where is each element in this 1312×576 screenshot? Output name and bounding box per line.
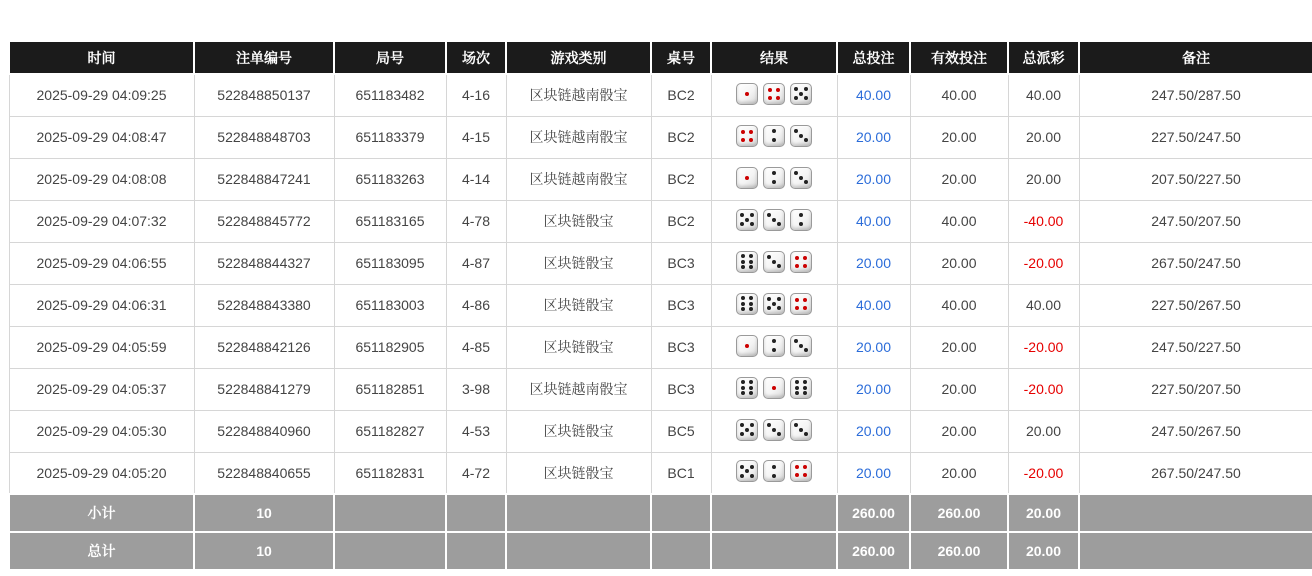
cell-game_type: 区块链骰宝 <box>506 200 651 242</box>
cell-game_type: 区块链骰宝 <box>506 326 651 368</box>
cell-session: 4-78 <box>446 200 506 242</box>
summary-cell-session <box>446 494 506 532</box>
grand-total-row <box>9 532 1312 570</box>
cell-game_type: 区块链骰宝 <box>506 452 651 494</box>
cell-result <box>711 284 837 326</box>
cell-total_bet <box>837 410 910 452</box>
dice-4-icon <box>790 460 812 482</box>
dice-result <box>736 293 812 315</box>
dice-5-icon <box>736 419 758 441</box>
total-bet-link[interactable]: 20.00 <box>855 423 892 439</box>
cell-bet_id: 522848842126 <box>194 326 334 368</box>
dice-3-icon <box>790 335 812 357</box>
dice-result <box>736 83 812 105</box>
cell-result <box>711 116 837 158</box>
dice-3-icon <box>763 419 785 441</box>
cell-table_id: BC2 <box>651 116 711 158</box>
table-row <box>9 368 1312 410</box>
cell-round_id: 651183165 <box>334 200 446 242</box>
cell-total_bet <box>837 158 910 200</box>
cell-total_bet <box>837 242 910 284</box>
table-row <box>9 242 1312 284</box>
payout-value: -20.00 <box>1023 464 1064 481</box>
dice-result <box>736 251 812 273</box>
cell-time: 2025-09-29 04:08:08 <box>9 158 194 200</box>
cell-round_id: 651182827 <box>334 410 446 452</box>
payout-value: 40.00 <box>1025 297 1062 313</box>
cell-table_id: BC1 <box>651 452 711 494</box>
payout-value: 20.00 <box>1025 171 1062 187</box>
table-row <box>9 74 1312 116</box>
cell-result <box>711 452 837 494</box>
cell-session: 4-72 <box>446 452 506 494</box>
payout-value: -20.00 <box>1023 339 1064 355</box>
cell-payout <box>1008 116 1079 158</box>
dice-6-icon <box>736 293 758 315</box>
cell-session: 4-87 <box>446 242 506 284</box>
dice-5-icon <box>736 460 758 482</box>
summary-cell-total_bet: 260.00 <box>837 494 910 532</box>
cell-time: 2025-09-29 04:09:25 <box>9 74 194 116</box>
subtotal-row <box>9 494 1312 532</box>
dice-result <box>736 377 812 399</box>
cell-total_bet <box>837 284 910 326</box>
summary-cell-remark <box>1079 494 1312 532</box>
dice-2-icon <box>763 335 785 357</box>
cell-valid_bet: 20.00 <box>910 410 1008 452</box>
summary-cell-label: 总计 <box>9 532 194 570</box>
cell-game_type: 区块链骰宝 <box>506 410 651 452</box>
summary-cell-table_id <box>651 494 711 532</box>
cell-payout <box>1008 74 1079 116</box>
dice-2-icon <box>763 460 785 482</box>
dice-5-icon <box>736 209 758 231</box>
dice-result <box>736 125 812 147</box>
cell-remark: 227.50/207.50 <box>1079 368 1312 410</box>
cell-game_type: 区块链骰宝 <box>506 242 651 284</box>
cell-time: 2025-09-29 04:05:20 <box>9 452 194 494</box>
dice-result <box>736 335 812 357</box>
dice-4-icon <box>736 125 758 147</box>
summary-cell-total_bet: 260.00 <box>837 532 910 570</box>
cell-payout <box>1008 452 1079 494</box>
cell-bet_id: 522848844327 <box>194 242 334 284</box>
cell-valid_bet: 20.00 <box>910 158 1008 200</box>
cell-session: 4-85 <box>446 326 506 368</box>
column-header-game_type: 游戏类别 <box>506 41 651 74</box>
cell-result <box>711 410 837 452</box>
cell-total_bet <box>837 368 910 410</box>
cell-valid_bet: 40.00 <box>910 200 1008 242</box>
dice-6-icon <box>736 251 758 273</box>
total-bet-link[interactable]: 40.00 <box>855 213 892 229</box>
dice-3-icon <box>763 251 785 273</box>
cell-round_id: 651183379 <box>334 116 446 158</box>
payout-value: -20.00 <box>1023 255 1064 271</box>
payout-value: 20.00 <box>1025 423 1062 439</box>
summary-cell-result <box>711 532 837 570</box>
cell-remark: 267.50/247.50 <box>1079 452 1312 494</box>
cell-time: 2025-09-29 04:05:30 <box>9 410 194 452</box>
dice-result <box>736 167 812 189</box>
cell-remark: 247.50/227.50 <box>1079 326 1312 368</box>
dice-4-icon <box>790 293 812 315</box>
cell-round_id: 651182831 <box>334 452 446 494</box>
summary-cell-round_id <box>334 494 446 532</box>
column-header-time: 时间 <box>9 41 194 74</box>
cell-remark: 247.50/267.50 <box>1079 410 1312 452</box>
cell-time: 2025-09-29 04:05:37 <box>9 368 194 410</box>
table-body <box>9 74 1312 494</box>
dice-5-icon <box>790 83 812 105</box>
summary-cell-label: 小计 <box>9 494 194 532</box>
cell-table_id: BC3 <box>651 284 711 326</box>
bet-records-table <box>8 40 1312 571</box>
column-header-round_id: 局号 <box>334 41 446 74</box>
dice-4-icon <box>763 83 785 105</box>
cell-round_id: 651182905 <box>334 326 446 368</box>
dice-3-icon <box>790 419 812 441</box>
column-header-payout: 总派彩 <box>1008 41 1079 74</box>
cell-game_type: 区块链骰宝 <box>506 284 651 326</box>
summary-cell-payout: 20.00 <box>1008 494 1079 532</box>
table-row <box>9 200 1312 242</box>
dice-result <box>736 209 812 231</box>
cell-table_id: BC3 <box>651 368 711 410</box>
dice-1-icon <box>763 377 785 399</box>
cell-bet_id: 522848840960 <box>194 410 334 452</box>
dice-6-icon <box>790 377 812 399</box>
cell-bet_id: 522848843380 <box>194 284 334 326</box>
column-header-session: 场次 <box>446 41 506 74</box>
cell-round_id: 651182851 <box>334 368 446 410</box>
column-header-total_bet: 总投注 <box>837 41 910 74</box>
cell-result <box>711 368 837 410</box>
dice-3-icon <box>763 209 785 231</box>
dice-2-icon <box>763 125 785 147</box>
cell-time: 2025-09-29 04:05:59 <box>9 326 194 368</box>
cell-remark: 227.50/267.50 <box>1079 284 1312 326</box>
cell-remark: 207.50/227.50 <box>1079 158 1312 200</box>
cell-bet_id: 522848850137 <box>194 74 334 116</box>
cell-game_type: 区块链越南骰宝 <box>506 116 651 158</box>
payout-value: 20.00 <box>1025 129 1062 145</box>
cell-result <box>711 242 837 284</box>
total-bet-link[interactable]: 40.00 <box>855 87 892 104</box>
payout-value: 40.00 <box>1025 87 1062 104</box>
total-bet-link[interactable]: 20.00 <box>855 255 892 271</box>
cell-total_bet <box>837 116 910 158</box>
cell-remark: 267.50/247.50 <box>1079 242 1312 284</box>
cell-game_type: 区块链越南骰宝 <box>506 74 651 116</box>
cell-valid_bet: 20.00 <box>910 326 1008 368</box>
cell-remark: 227.50/247.50 <box>1079 116 1312 158</box>
cell-result <box>711 326 837 368</box>
summary-cell-count: 10 <box>194 532 334 570</box>
column-header-valid_bet: 有效投注 <box>910 41 1008 74</box>
cell-payout <box>1008 326 1079 368</box>
cell-payout <box>1008 200 1079 242</box>
cell-table_id: BC3 <box>651 326 711 368</box>
total-bet-link[interactable]: 20.00 <box>855 339 892 355</box>
cell-total_bet <box>837 200 910 242</box>
cell-bet_id: 522848840655 <box>194 452 334 494</box>
cell-payout <box>1008 410 1079 452</box>
column-header-table_id: 桌号 <box>651 41 711 74</box>
cell-payout <box>1008 284 1079 326</box>
cell-session: 4-53 <box>446 410 506 452</box>
payout-value: -40.00 <box>1023 213 1064 229</box>
cell-valid_bet: 20.00 <box>910 116 1008 158</box>
summary-cell-payout: 20.00 <box>1008 532 1079 570</box>
cell-bet_id: 522848847241 <box>194 158 334 200</box>
summary-cell-game_type <box>506 532 651 570</box>
dice-6-icon <box>736 377 758 399</box>
table-row <box>9 326 1312 368</box>
cell-result <box>711 74 837 116</box>
summary-cell-remark <box>1079 532 1312 570</box>
cell-table_id: BC5 <box>651 410 711 452</box>
table-header <box>9 41 1312 74</box>
summary-cell-round_id <box>334 532 446 570</box>
dice-result <box>736 419 812 441</box>
cell-remark: 247.50/287.50 <box>1079 74 1312 116</box>
cell-time: 2025-09-29 04:06:31 <box>9 284 194 326</box>
cell-round_id: 651183003 <box>334 284 446 326</box>
summary-cell-valid_bet: 260.00 <box>910 494 1008 532</box>
total-bet-link[interactable]: 20.00 <box>855 381 892 397</box>
summary-cell-result <box>711 494 837 532</box>
cell-valid_bet: 40.00 <box>910 74 1008 116</box>
cell-table_id: BC2 <box>651 74 711 116</box>
cell-remark: 247.50/207.50 <box>1079 200 1312 242</box>
cell-table_id: BC2 <box>651 200 711 242</box>
header-row <box>9 41 1312 74</box>
table-footer <box>9 494 1312 570</box>
dice-3-icon <box>790 125 812 147</box>
cell-result <box>711 200 837 242</box>
total-bet-link[interactable]: 20.00 <box>855 129 892 145</box>
cell-time: 2025-09-29 04:07:32 <box>9 200 194 242</box>
dice-5-icon <box>763 293 785 315</box>
column-header-bet_id: 注单编号 <box>194 41 334 74</box>
summary-cell-count: 10 <box>194 494 334 532</box>
cell-session: 3-98 <box>446 368 506 410</box>
dice-result <box>736 460 812 482</box>
total-bet-link[interactable]: 40.00 <box>855 297 892 313</box>
dice-4-icon <box>790 251 812 273</box>
cell-payout <box>1008 368 1079 410</box>
cell-table_id: BC3 <box>651 242 711 284</box>
table-row <box>9 284 1312 326</box>
cell-valid_bet: 40.00 <box>910 284 1008 326</box>
summary-cell-game_type <box>506 494 651 532</box>
cell-payout <box>1008 242 1079 284</box>
payout-value: -20.00 <box>1023 381 1064 397</box>
cell-valid_bet: 20.00 <box>910 368 1008 410</box>
total-bet-link[interactable]: 20.00 <box>855 171 892 187</box>
table-row <box>9 116 1312 158</box>
cell-table_id: BC2 <box>651 158 711 200</box>
bet-records-panel <box>8 40 1312 571</box>
cell-valid_bet: 20.00 <box>910 242 1008 284</box>
cell-session: 4-14 <box>446 158 506 200</box>
summary-cell-table_id <box>651 532 711 570</box>
cell-total_bet <box>837 74 910 116</box>
dice-1-icon <box>736 167 758 189</box>
cell-game_type: 区块链越南骰宝 <box>506 368 651 410</box>
cell-session: 4-16 <box>446 74 506 116</box>
cell-time: 2025-09-29 04:06:55 <box>9 242 194 284</box>
cell-bet_id: 522848848703 <box>194 116 334 158</box>
dice-3-icon <box>790 167 812 189</box>
dice-1-icon <box>736 335 758 357</box>
dice-2-icon <box>790 209 812 231</box>
cell-total_bet <box>837 452 910 494</box>
cell-session: 4-15 <box>446 116 506 158</box>
dice-1-icon <box>736 83 758 105</box>
total-bet-link[interactable]: 20.00 <box>855 464 892 481</box>
cell-payout <box>1008 158 1079 200</box>
cell-round_id: 651183263 <box>334 158 446 200</box>
cell-result <box>711 158 837 200</box>
column-header-remark: 备注 <box>1079 41 1312 74</box>
cell-session: 4-86 <box>446 284 506 326</box>
table-row <box>9 452 1312 494</box>
cell-total_bet <box>837 326 910 368</box>
cell-valid_bet: 20.00 <box>910 452 1008 494</box>
cell-bet_id: 522848841279 <box>194 368 334 410</box>
cell-game_type: 区块链越南骰宝 <box>506 158 651 200</box>
cell-round_id: 651183482 <box>334 74 446 116</box>
summary-cell-valid_bet: 260.00 <box>910 532 1008 570</box>
column-header-result: 结果 <box>711 41 837 74</box>
table-row <box>9 410 1312 452</box>
dice-2-icon <box>763 167 785 189</box>
cell-time: 2025-09-29 04:08:47 <box>9 116 194 158</box>
cell-round_id: 651183095 <box>334 242 446 284</box>
table-row <box>9 158 1312 200</box>
summary-cell-session <box>446 532 506 570</box>
cell-bet_id: 522848845772 <box>194 200 334 242</box>
